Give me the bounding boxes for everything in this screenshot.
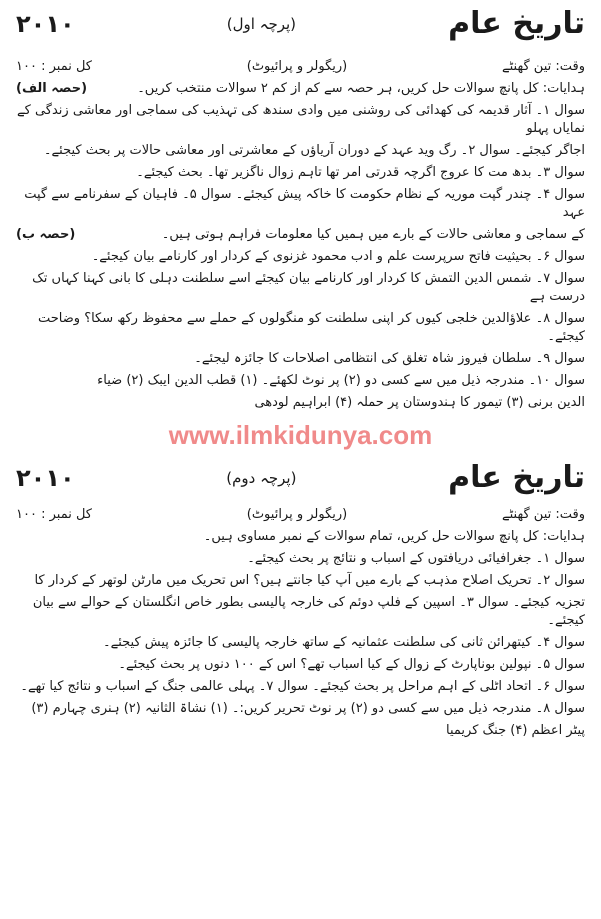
total-marks: کل نمبر : ۱۰۰ [16,507,92,522]
question-line: پیٹر اعظم (۴) جنگ کریمیا [446,723,585,738]
total-marks: کل نمبر : ۱۰۰ [16,59,92,74]
question-line: سوال ۶۔ بحیثیت فاتح سرپرست علم و ادب محمود غزنوی کے کردار اور کارنامے بیان کیجئے۔ [91,249,585,264]
question-line: سوال ۱۔ آثار قدیمہ کی کھدائی کی روشنی میں وادی سندھ کی تہذیب کی سماجی اور معاشی زندگی کے نمایاں پہلو [17,103,585,136]
question-line: سوال ۶۔ اتحاد اٹلی کے اہم مراحل پر بحث کیجئے۔ سوال ۷۔ پہلی عالمی جنگ کے اسباب و نتائج کیا تھے۔ [20,679,585,694]
question-line: سوال ۸۔ علاؤالدین خلجی کیوں کر اپنی سلطنت کو منگولوں کے حملے سے محفوظ رکھ سکا؟ وضاحت کیجئے۔ [37,311,585,344]
section-heading: (حصہ ب) [16,227,76,242]
question-line: سوال ۸۔ مندرجہ ذیل میں سے کسی دو (۲) پر نوٹ تحریر کریں:۔ (۱) نشاۃ الثانیہ (۲) ہنری چہارم (۳) [31,701,585,716]
paper-2 [0,458,601,740]
question-line: سوال ۳۔ بدھ مت کا عروج اگرچہ قدرتی امر تھا تاہم زوال ناگزیر تھا۔ بحث کیجئے۔ [136,165,585,180]
question-line: سوال ۴۔ کیتھرائن ثانی کی سلطنت عثمانیہ کے ساتھ خارجہ پالیسی کا جائزہ پیش کیجئے۔ [102,635,585,650]
time-allowed: وقت: تین گھنٹے [502,507,585,522]
paper-2-title: تاریخ عام [448,460,585,495]
exam-category: (ریگولر و پرائیوٹ) [246,59,348,74]
question-line: سوال ۱۰۔ مندرجہ ذیل میں سے کسی دو (۲) پر نوٹ لکھئے۔ (۱) قطب الدین ایبک (۲) ضیاء [97,373,585,388]
paper-1-label: (پرچہ اول) [226,15,297,33]
paper-2-label: (پرچہ دوم) [226,469,297,487]
question-line: کے سماجی و معاشی حالات کے بارے میں ہمیں کیا معلومات فراہم ہوتی ہیں۔ [161,227,585,242]
instructions: ہدایات: کل پانچ سوالات حل کریں، ہر حصہ سے کم از کم ۲ سوالات منتخب کریں۔ [137,81,585,96]
paper-1 [0,4,601,412]
question-line: سوال ۲۔ تحریک اصلاح مذہب کے بارے میں آپ کیا جانتے ہیں؟ اس تحریک میں مارٹن لوتھر کے کردار کا [34,573,585,588]
question-line: الدین برنی (۳) تیمور کا ہندوستان پر حملہ (۴) ابراہیم لودھی [254,395,585,410]
question-line: سوال ۱۔ جغرافیائی دریافتوں کے اسباب و نتائج پر بحث کیجئے۔ [247,551,585,566]
paper-1-year: ۲۰۱۰ [16,10,75,38]
section-heading: (حصہ الف) [16,81,88,96]
time-allowed: وقت: تین گھنٹے [502,59,585,74]
question-line: سوال ۷۔ شمس الدین التمش کا کردار اور کارنامے بیان کیجئے اسے سلطنت دہلی کا بانی کہنا کہاں تک درست ہے [32,271,585,304]
question-line: اجاگر کیجئے۔ سوال ۲۔ رگ وید عہد کے دوران آریاؤں کے معاشرتی اور معاشی حالات پر بحث کیجئے۔ [43,143,585,158]
paper-1-title: تاریخ عام [448,6,585,41]
question-line: تجزیہ کیجئے۔ سوال ۳۔ اسپین کے فلپ دوئم کی خارجہ پالیسی بطور خاص انگلستان کے حوالے سے بیان کیجئے۔ [32,595,585,628]
paper-2-year: ۲۰۱۰ [16,464,75,492]
exam-category: (ریگولر و پرائیوٹ) [246,507,348,522]
watermark: www.ilmkidunya.com [168,420,433,450]
instructions: ہدایات: کل پانچ سوالات حل کریں، تمام سوالات کے نمبر مساوی ہیں۔ [203,529,585,544]
question-line: سوال ۵۔ نپولین بوناپارٹ کے زوال کے کیا اسباب تھے؟ اس کے ۱۰۰ دنوں پر بحث کیجئے۔ [118,657,585,672]
question-line: سوال ۴۔ چندر گپت موریہ کے نظام حکومت کا خاکہ پیش کیجئے۔ سوال ۵۔ فاہیان کے سفرنامے سے گپت عہد [24,187,585,220]
question-line: سوال ۹۔ سلطان فیروز شاہ تغلق کی انتظامی اصلاحات کا جائزہ لیجئے۔ [194,351,585,366]
